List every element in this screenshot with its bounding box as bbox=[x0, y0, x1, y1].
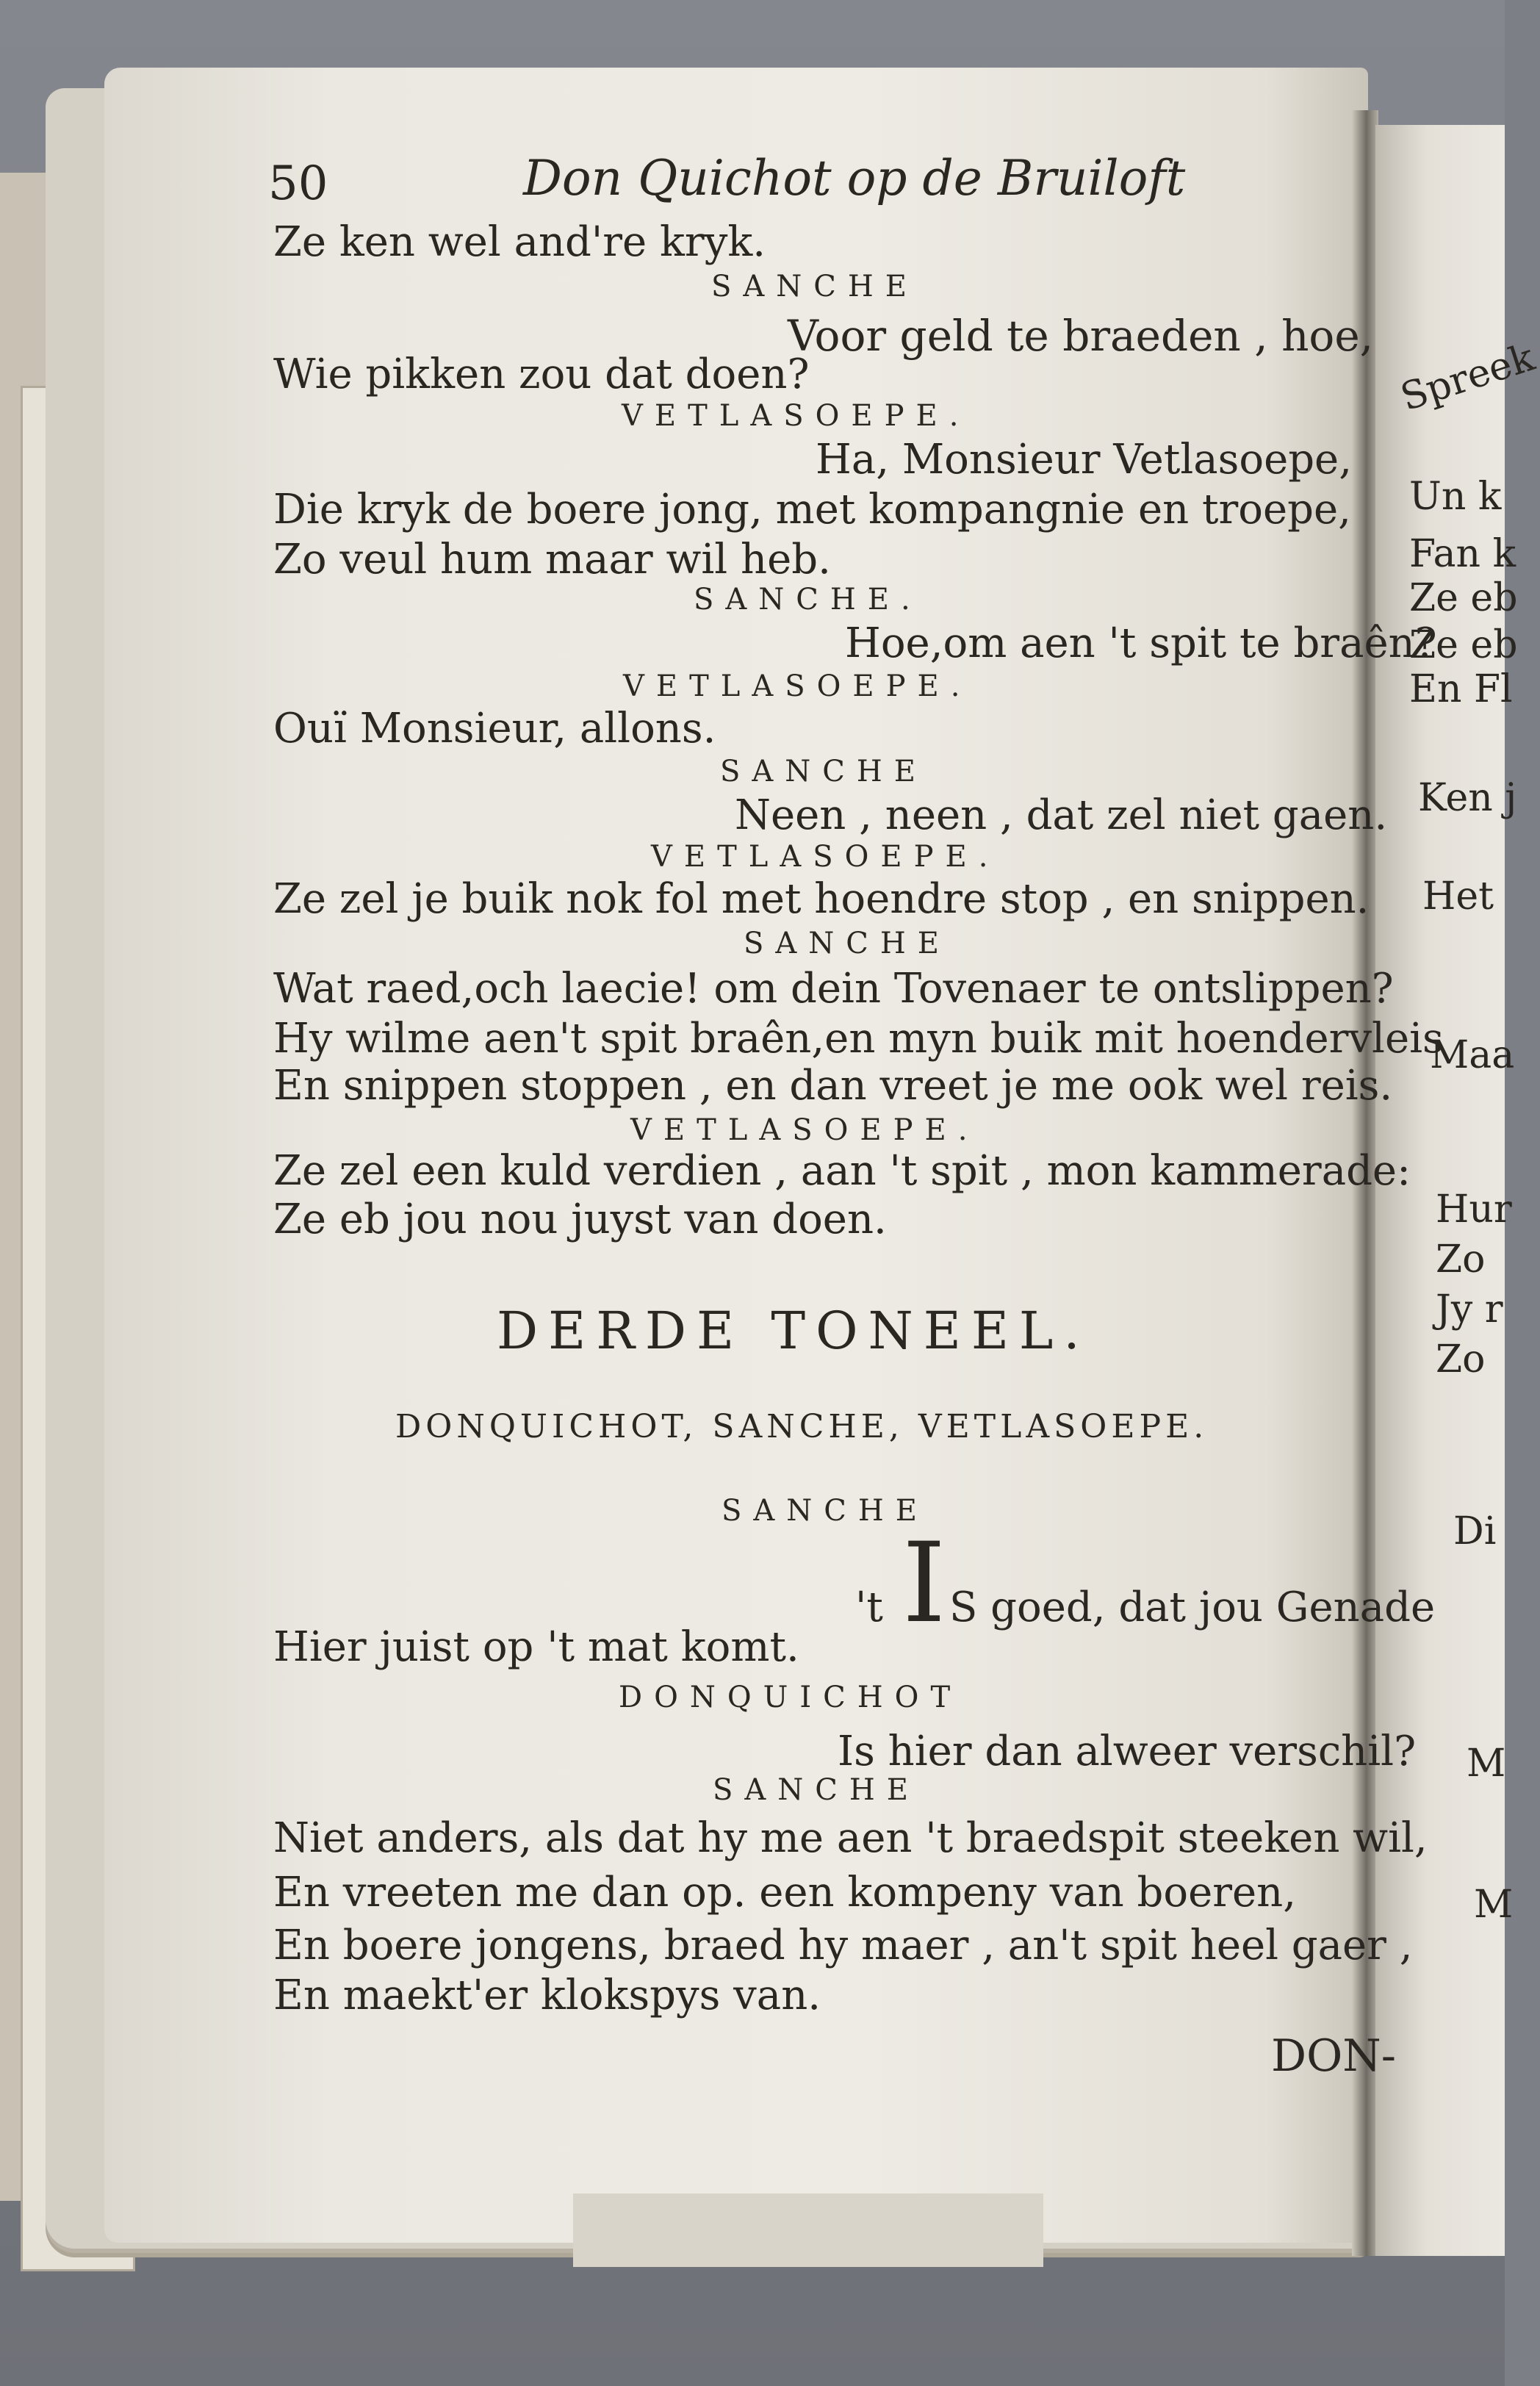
facing-fragment: En Fl bbox=[1409, 667, 1513, 711]
facing-fragment: Het bbox=[1422, 874, 1494, 919]
text-line: Ze eb jou nou juyst van doen. bbox=[273, 1196, 887, 1243]
page-bottom-patch bbox=[573, 2193, 1043, 2267]
facing-fragment: Maa bbox=[1430, 1033, 1515, 1077]
speaker-label: SANCHE bbox=[713, 1773, 920, 1807]
facing-fragment: M bbox=[1474, 1883, 1514, 1927]
facing-fragment: Fan k bbox=[1409, 532, 1516, 576]
speaker-label: VETLASOEPE. bbox=[623, 669, 972, 703]
text-line: S goed, dat jou Genade bbox=[949, 1584, 1436, 1631]
facing-fragment: M bbox=[1467, 1742, 1506, 1786]
text-line: Is hier dan alweer verschil? bbox=[838, 1728, 1417, 1775]
facing-fragment: Jy r bbox=[1436, 1287, 1503, 1332]
text-line: Die kryk de boere jong, met kompangnie en troepe, bbox=[273, 486, 1351, 533]
facing-fragment: Hur bbox=[1436, 1187, 1512, 1232]
speaker-label: SANCHE bbox=[720, 755, 927, 788]
text-line: Hy wilme aen't spit braên,en myn buik mit hoendervleis bbox=[273, 1015, 1444, 1063]
text-line: 't bbox=[855, 1584, 883, 1631]
text-line: Neen , neen , dat zel niet gaen. bbox=[735, 791, 1388, 839]
scene-cast: DONQUICHOT, SANCHE, VETLASOEPE. bbox=[395, 1408, 1209, 1445]
text-line: Zo veul hum maar wil heb. bbox=[273, 536, 831, 583]
text-line: En boere jongens, braed hy maer , an't spit heel gaer , bbox=[273, 1922, 1413, 1969]
scene-title: DERDE TONEEL. bbox=[497, 1301, 1090, 1361]
text-line: En maekt'er klokspys van. bbox=[273, 1972, 821, 2019]
speaker-label: DONQUICHOT bbox=[619, 1681, 962, 1714]
text-line: En snippen stoppen , en dan vreet je me ook wel reis. bbox=[273, 1062, 1393, 1110]
catchword: DON- bbox=[1271, 2030, 1397, 2082]
running-head: Don Quichot op de Bruiloft bbox=[523, 150, 1186, 206]
facing-fragment: Di bbox=[1453, 1509, 1497, 1553]
speaker-label: SANCHE. bbox=[694, 583, 922, 617]
text-line: Wat raed,och laecie! om dein Tovenaer te ontslippen? bbox=[273, 965, 1394, 1013]
facing-fragment: Un k bbox=[1409, 475, 1502, 519]
facing-fragment: Zo bbox=[1436, 1337, 1486, 1381]
facing-fragment: Ken j bbox=[1418, 776, 1517, 820]
text-line: Ze zel een kuld verdien , aan 't spit , mon kammerade: bbox=[273, 1147, 1411, 1195]
facing-fragment: Spreek bbox=[1395, 335, 1540, 420]
text-line: En vreeten me dan op. een kompeny van boeren, bbox=[273, 1869, 1297, 1916]
speaker-label: VETLASOEPE. bbox=[622, 399, 971, 433]
text-line: Ha, Monsieur Vetlasoepe, bbox=[816, 436, 1352, 484]
text-line: Hier juist op 't mat komt. bbox=[273, 1623, 799, 1671]
speaker-label: SANCHE bbox=[744, 927, 951, 960]
page-number: 50 bbox=[268, 157, 328, 211]
drop-initial: I bbox=[902, 1520, 946, 1647]
speaker-label: SANCHE bbox=[722, 1494, 929, 1528]
text-line: Niet anders, als dat hy me aen 't braedspit steeken wil, bbox=[273, 1814, 1428, 1862]
speaker-label: SANCHE bbox=[711, 270, 918, 303]
facing-fragment: Ze eb bbox=[1409, 576, 1518, 620]
text-line: Ouï Monsieur, allons. bbox=[273, 705, 716, 752]
text-line: Ze zel je buik nok fol met hoendre stop , en snippen. bbox=[273, 875, 1370, 923]
text-line: Hoe,om aen 't spit te braên? bbox=[845, 619, 1437, 667]
text-line: Voor geld te braeden , hoe, bbox=[788, 311, 1374, 361]
speaker-label: VETLASOEPE. bbox=[651, 840, 1000, 874]
speaker-label: VETLASOEPE. bbox=[630, 1113, 979, 1147]
text-line: Ze ken wel and're kryk. bbox=[273, 218, 766, 266]
facing-fragment: Ze eb bbox=[1409, 623, 1518, 667]
facing-fragment: Zo bbox=[1436, 1237, 1486, 1282]
text-line: Wie pikken zou dat doen? bbox=[273, 351, 810, 398]
